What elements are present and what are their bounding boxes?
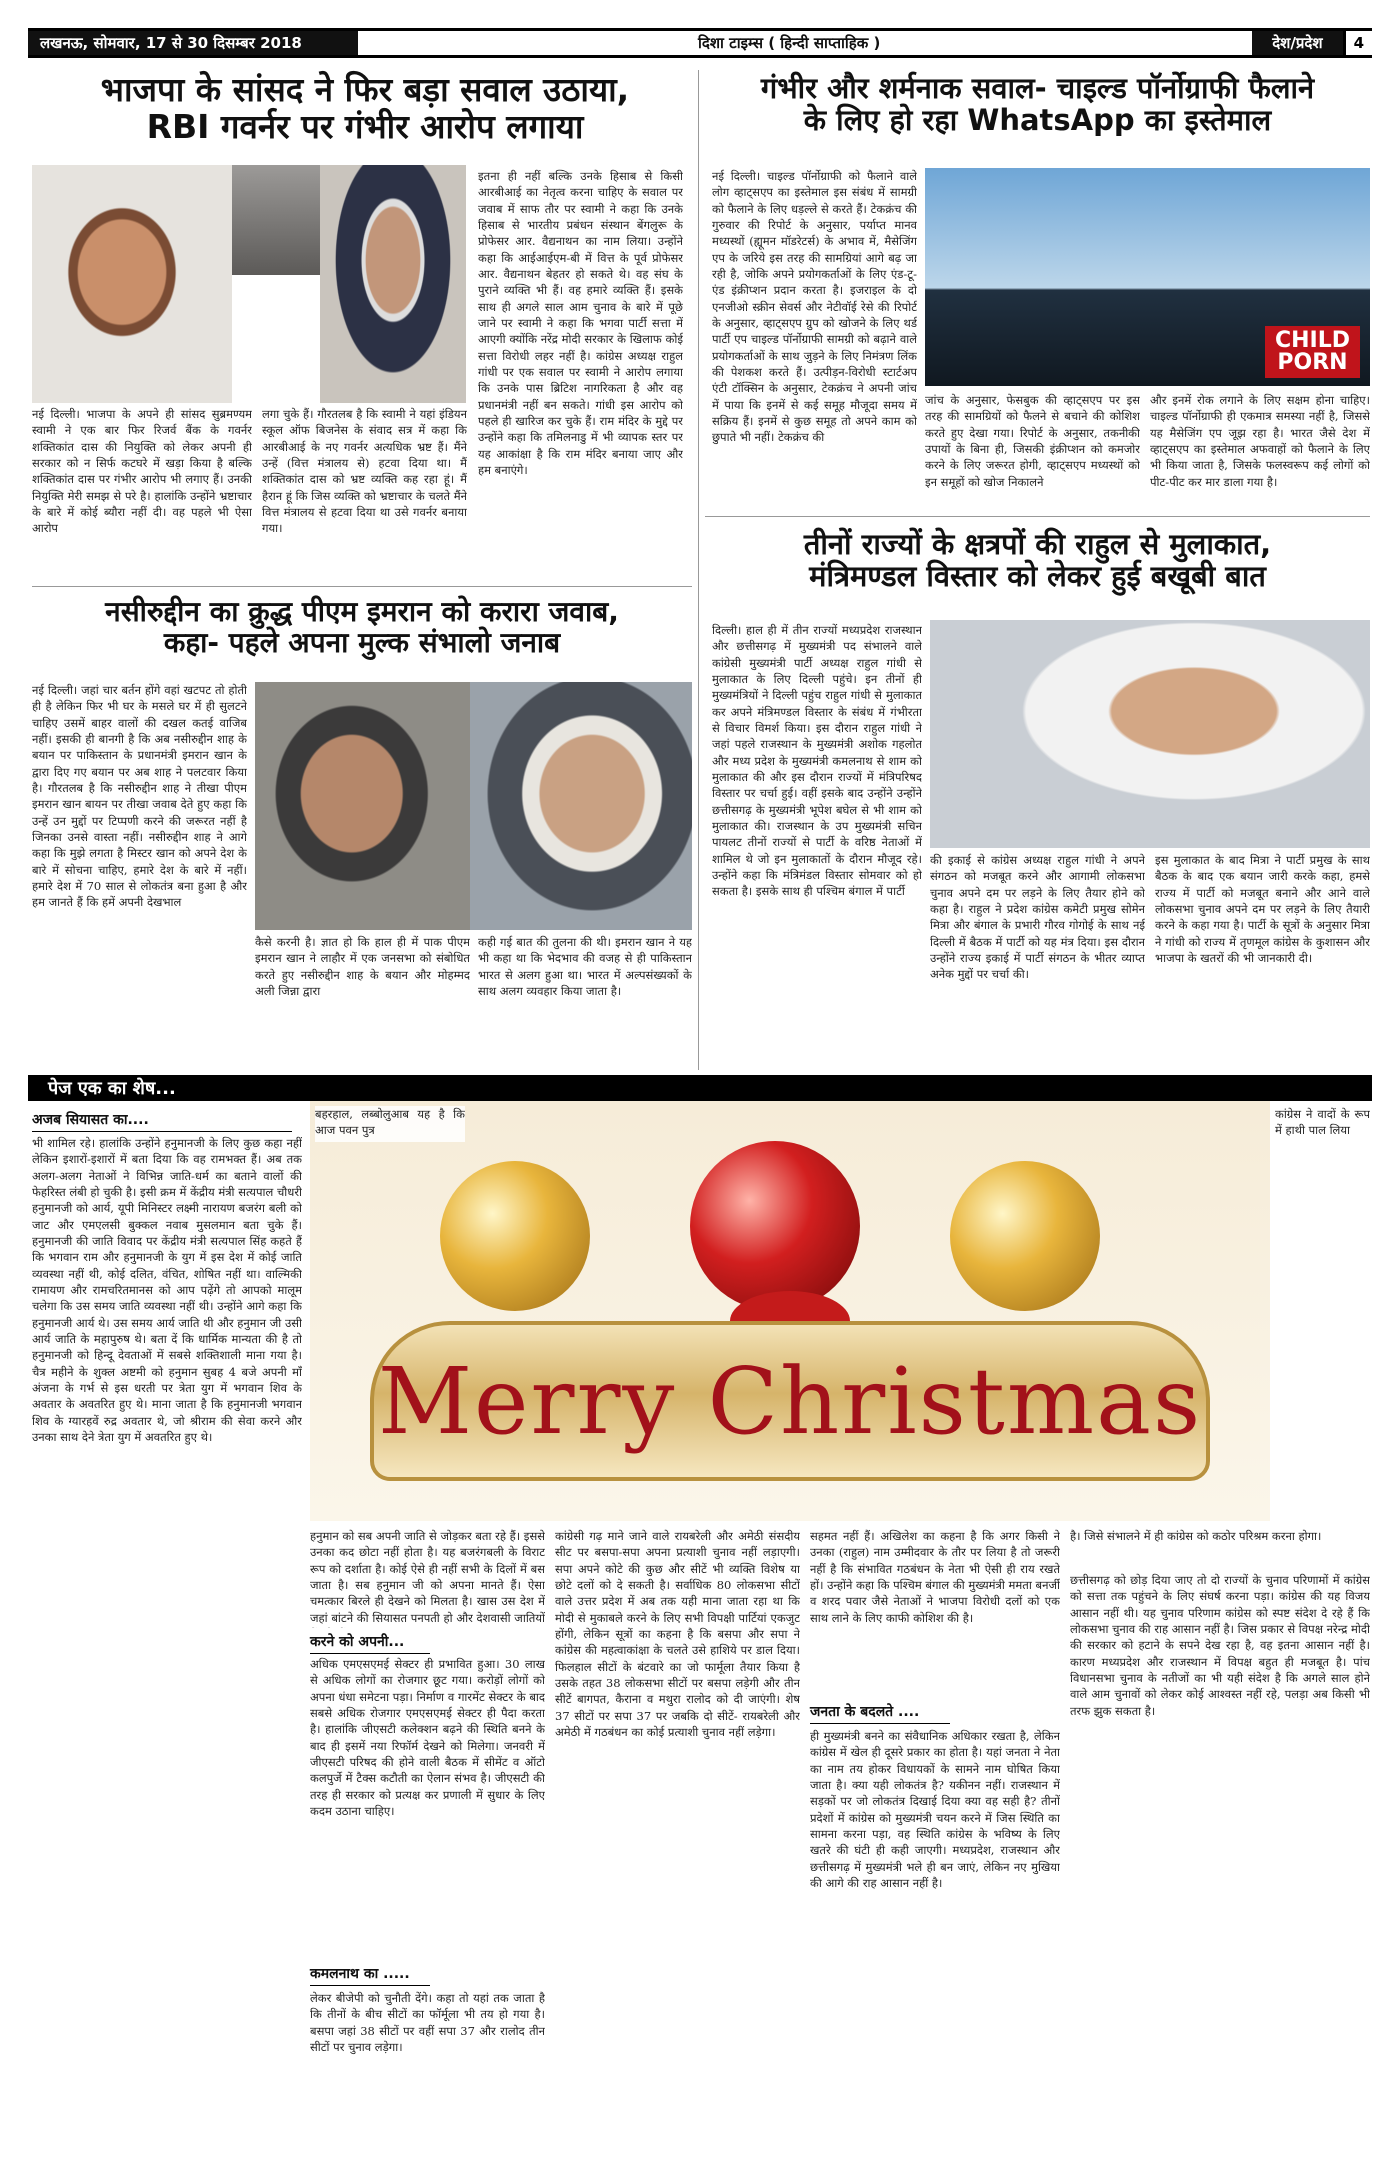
story4-col3: इस मुलाकात के बाद मित्रा ने पार्टी प्रमुख के साथ बैठक के बाद एक बयान जारी करके कहा, हमसे राज्य में पार्टी को मजबूत बनाने और आने वाले लोकसभा चुनाव अपने दम पर लड़ने के लिए तैयारी करने के कहा गया है। पार्टी के सूत्रों के अनुसार मित्रा ने गांधी को राज्य में तृणमूल कांग्रेस के कुशासन और भाजपा के खतरों की भी जानकारी दी। [1155, 853, 1370, 965]
naseeruddin-photo [470, 682, 692, 930]
continued-col-e-top-fragment: कांग्रेस ने वादों के रूप में हाथी पाल लिया [1275, 1107, 1370, 1138]
story4-col1: दिल्ली। हाल ही में तीन राज्यों मध्यप्रदेश राजस्थान और छत्तीसगढ़ में मुख्यमंत्री पद संभालने वाले कांग्रेसी मुख्यमंत्री पार्टी अध्यक्ष राहुल गांधी से मुलाकात के लिए दिल्ली पहुंचे। इन तीनों ही मुख्यमंत्रियों ने दिल्ली पहुंच राहुल गांधी से मुलाकात कर अपने मंत्रिमण्डल विस्तार के संबंध में गंभीरता से विचार विमर्श किया। इस दौरान राहुल गांधी ने जहां पहले राजस्थान के मुख्यमंत्री अशोक गहलोत और मध्य प्रदेश के मुख्यमंत्री कमलनाथ से शाम को मुलाकात की और इस दौरान राज्यों में मंत्रिपरिषद विस्तार पर चर्चा हुई। वहीं इसके बाद उन्होंने उन्होंने छत्तीसगढ़ के मुख्यमंत्री भूपेश बघेल से भी शाम को मुलाकात की। राजस्थान के उप मुख्यमंत्री सचिन पायलट तीनों राज्यों से पार्टी के वरिष्ठ नेताओं में शामिल थे जो इन मुलाकातों के दौरान मौजूद रहे। उन्होंने कहा कि मंत्रिमंडल विस्तार सोमवार को हो सकता है। इसके साथ ही पश्चिम बंगाल में पार्टी [712, 623, 922, 899]
continued-heading-4: जनता के बदलते .... [810, 1702, 950, 1724]
swamy-photo [32, 165, 232, 403]
continued-col-a-top: बहरहाल, लब्बोलुआब यह है कि आज पवन पुत्र [315, 1106, 465, 1142]
story-divider [705, 516, 1370, 517]
issue-date: लखनऊ, सोमवार, 17 से 30 दिसम्बर 2018 [28, 31, 358, 55]
continued-band: पेज एक का शेष... [28, 1075, 1372, 1101]
story3-col3: कही गई बात की तुलना की थी। इमरान खान ने यह भी कहा था कि भेदभाव की वजह से ही पाकिस्तान भारत से अलग हुआ था। भारत में अल्पसंख्यकों के साथ अलग व्यवहार किया जाता है। [478, 935, 692, 998]
continued-col-a: भी शामिल रहे। हालांकि उन्होंने हनुमानजी के लिए कुछ कहा नहीं लेकिन इशारों-इशारों में बता दिया कि वह रामभक्त हैं। अब तक अलग-अलग नेताओं ने विभिन्न जाति-धर्म का बताने वालों की फेहरिस्त लंबी हो चुकी है। इसी क्रम में केंद्रीय मंत्री सत्यपाल चौधरी हनुमानजी को आर्य, यूपी मिनिस्टर लक्ष्मी नारायण बजरंग बली को जाट और एमएलसी बुक्कल नवाब मुसलमान बता चुके हैं। हनुमानजी की जाति विवाद पर केंद्रीय मंत्री सत्यपाल सिंह कहते हैं कि भगवान राम और हनुमानजी के युग में इस देश में कोई जाति व्यवस्था नहीं थी, कोई दलित, वंचित, शोषित नहीं था। वाल्मिकी रामायण और रामचरितमानस को आप पढ़ेंगे तो आपको मालूम चलेगा कि उस समय जाति व्यवस्था नहीं थी। उन्होंने आगे कहा कि हनुमानजी आर्य थे। उस समय आर्य जाति थी और हनुमान जी उसी आर्य जाति के महापुरुष थे। बता दें कि धार्मिक मान्यता की है तो हनुमानजी को हिन्दू देवताओं में सबसे शक्तिशाली माना गया है। चैत्र महीने के शुक्ल अष्टमी को हनुमान सुबह 4 बजे अपनी माँ अंजना के गर्भ से इस धरती पर त्रेता युग में भगवान शिव के अवतार के अवतरित हुए थे। माना जाता है कि हनुमानजी भगवान शिव के ग्यारहवें रुद्र अवतार थे, जो श्रीराम की सेवा करने और उनका साथ देने त्रेता युग में अवतरित हुए थे। [32, 1136, 302, 1444]
story1-headline: भाजपा के सांसद ने फिर बड़ा सवाल उठाया, RBI गवर्नर पर गंभीर आरोप लगाया [100, 70, 630, 146]
continued-heading-3: कमलनाथ का ..... [310, 1964, 430, 1986]
continued-col-b3: लेकर बीजेपी को चुनौती देंगे। कहा तो यहां तक जाता है कि तीनों के बीच सीटों का फॉर्मूला भी तय हो गया है। बसपा जहां 38 सीटों पर वहीं सपा 37 और रालोद तीन सीटों पर चुनाव लड़ेगा। [310, 1991, 545, 2054]
greeting-text: Merry Christmas [377, 1347, 1203, 1455]
modi-inset-photo [232, 165, 324, 275]
story2-headline: गंभीर और शर्मनाक सवाल- चाइल्ड पॉर्नोग्राफी फैलाने के लिए हो रहा WhatsApp का इस्तेमाल [760, 71, 1315, 138]
story3-col2: कैसे करनी है। ज्ञात हो कि हाल ही में पाक पीएम इमरान खान ने लाहौर में एक जनसभा को संबोधित करते हुए नसीरुद्दीन शाह के बयान और मोहम्मद अली जिन्ना द्वारा [255, 935, 470, 998]
continued-col-e-top: है। जिसे संभालने में ही कांग्रेस को कठोर परिश्रम करना होगा। [1070, 1529, 1322, 1543]
masthead-bar [28, 28, 1372, 58]
christmas-banner [310, 1101, 1270, 1521]
story2-col3: और इनमें रोक लगाने के लिए सक्षम होना चाहिए। चाइल्ड पॉर्नोग्राफी ही एकमात्र समस्या नहीं है, जिससे यह मैसेजिंग एप जूझ रहा है। भारत जैसे देश में व्हाट्सएप का इस्तेमाल अफवाहों को फैलाने के लिए भी किया जाता है, जिसके फलस्वरूप कई लोगों को पीट-पीट कर मार डाला गया है। [1150, 393, 1370, 489]
column-rule [698, 70, 699, 1070]
story1-col3: इतना ही नहीं बल्कि उनके हिसाब से किसी आरबीआई का नेतृत्व करना चाहिए के सवाल पर जवाब में साफ तौर पर स्वामी ने कहा कि उनके हिसाब से भारतीय प्रबंधन संस्थान बेंगलुरू के प्रोफेसर आर. वैद्यनाथन का नाम लिया। उन्होंने कहा कि आईआईएम-बी में वित्त के पूर्व प्रोफेसर आर. वैद्यनाथन बेहतर हो सकते थे। वह संघ के पुराने व्यक्ति भी हैं। वह हमारे व्यक्ति हैं। इसके साथ ही अगले साल आम चुनाव के बारे में पूछे जाने पर स्वामी ने कहा कि भगवा पार्टी सत्ता में आएगी क्योंकि नरेंद्र मोदी सरकार के खिलाफ कोई सत्ता विरोधी लहर नहीं है। कांग्रेस अध्यक्ष राहुल गांधी पर एक सवाल पर स्वामी ने आरोप लगाया कि उनके पास ब्रिटिश नागरिकता है और वह प्रधानमंत्री नहीं बन सकते। गांधी इस आरोप को पहले ही खारिज कर चुके हैं। राम मंदिर के मुद्दे पर उन्होंने कहा कि तमिलनाडु में भी व्यापक स्तर पर यह आकांक्षा है कि राम मंदिर बनाया जाए और हम बनाएंगे। [478, 169, 683, 477]
continued-col-c: कांग्रेसी गढ़ माने जाने वाले रायबरेली और अमेठी संसदीय सीट पर बसपा-सपा अपना प्रत्याशी चुनाव नहीं लड़ाएगी। सपा अपने कोटे की कुछ और सीटें भी व्यक्ति विशेष या छोटे दलों को दे सकती है। सर्वाधिक 80 लोकसभा सीटों वाले उत्तर प्रदेश में अब तक यही माना जाता रहा था कि मोदी से मुकाबले करने के लिए सभी विपक्षी पार्टियां एकजुट होंगी, लेकिन सूत्रों का कहना है कि बसपा और सपा ने कांग्रेस की महत्वाकांक्षा के चलते उसे हाशिये पर डाल दिया। फिलहाल सीटों के बंटवारे का जो फार्मूला तैयार किया है उसके तहत 38 लोकसभा सीटों पर बसपा लड़ेगी और तीन सीटें बागपत, कैराना व मथुरा रालोद को दी जाएंगी। शेष 37 सीटों पर सपा 37 पर जबकि दो सीटें- रायबरेली और अमेठी में गठबंधन का कोई प्रत्याशी चुनाव नहीं लड़ेगा। [555, 1529, 800, 1739]
story2-col2: जांच के अनुसार, फेसबुक की व्हाट्सएप पर इस तरह की सामग्रियों को फैलने से बचाने की कोशिश करते हुए देखा गया। रिपोर्ट के अनुसार, तकनीकी उपायों के बिना ही, जिसकी इंक्रीप्शन को कमजोर करने के लिए जरूरत होगी, व्हाट्सएप मध्यस्थों को इन समूहों को खोज निकालने [925, 393, 1140, 489]
continued-col-d: ही मुख्यमंत्री बनने का संवैधानिक अधिकार रखता है, लेकिन कांग्रेस में खेल ही दूसरे प्रकार का होता है। यहां जनता ने नेता का नाम तय होकर विधायकों के सामने नाम घोषित किया जाता है। क्या यही लोकतंत्र है? यकीनन नहीं। राजस्थान में सड़कों पर जो लोकतंत्र दिखाई दिया क्या वह सही है? तीनों प्रदेशों में कांग्रेस को मुख्यमंत्री चयन करने में जिस स्थिति का सामना करना पड़ा, वह स्थिति कांग्रेस के भविष्य के लिए खतरे की घंटी ही कही जाएगी। मध्यप्रदेश, राजस्थान और छत्तीसगढ़ में मुख्यमंत्री भले ही बन जाएं, लेकिन नए मुखिया की आगे की राह आसान नहीं है। [810, 1729, 1060, 1890]
story4-col2: की इकाई से कांग्रेस अध्यक्ष राहुल गांधी ने अपने संगठन को मजबूत करने और आगामी लोकसभा चुनाव अपने दम पर लड़ने के लिए तैयार होने को कहा है। राहुल ने प्रदेश कांग्रेस कमेटी प्रमुख सोमेन मित्रा और बंगाल के प्रभारी गौरव गोगोई के साथ नई दिल्ली में बैठक में पार्टी को यह मंत्र दिया। इस दौरान उन्होंने राज्य इकाई में पार्टी संगठन के भीतर व्याप्त अनेक मुद्दों पर चर्चा की। [930, 853, 1145, 982]
imran-photo [255, 682, 470, 930]
continued-heading-1: अजब सियासत का.... [32, 1110, 292, 1132]
page-number: 4 [1343, 31, 1372, 55]
ornament-red-center [690, 1141, 860, 1311]
child-porn-badge: CHILD PORN [1265, 326, 1360, 378]
story3-col1: नई दिल्ली। जहां चार बर्तन होंगे वहां खटपट तो होती ही है लेकिन फिर भी घर के मसले घर में ही सुलटने चाहिए उसमें बाहर वालों की दखल कतई वाजिब नहीं। इसकी ही बानगी है कि अब नसीरुद्दीन शाह के बयान पर पाकिस्तान के प्रधानमंत्री इमरान खान के द्वारा दिए गए बयान पर अब शाह ने पलटवार किया है। गौरतलब है कि नसीरुद्दीन शाह ने तीखा पीएम इमरान खान बायन पर तीखा जवाब देते हुए कहा कि उन्हें उन मुद्दों पर टिप्पणी करने की जरूरत नहीं है जिनका उनसे वास्ता नहीं। नसीरुद्दीन शाह ने आगे कहा कि मुझे लगता है मिस्टर खान को अपने देश के बारे में सोचना चाहिए, हमारे देश के बारे में नहीं। हमारे देश में 70 साल से लोकतंत्र बना हुआ है और हम जानते हैं कि हमें अपनी देखभाल [32, 683, 247, 910]
story-divider [32, 586, 692, 587]
story1-col2: लगा चुके हैं। गौरतलब है कि स्वामी ने यहां इंडियन स्कूल ऑफ बिजनेस के संवाद सत्र में कहा कि आरबीआई के नए गवर्नर अत्यधिक भ्रष्ट हैं। मैंने उन्हें (वित्त मंत्रालय से) हटवा दिया था। मैं शक्तिकांत दास को भ्रष्ट व्यक्ति कह रहा हूं। मैं हैरान हूं कि जिस व्यक्ति को भ्रष्टाचार के चलते मैंने वित्त मंत्रालय से हटवा दिया था उसे गवर्नर बनाया गया। [262, 407, 467, 536]
story2-col1: नई दिल्ली। चाइल्ड पॉर्नोग्राफी को फैलाने वाले लोग व्हाट्सएप का इस्तेमाल इस संबंध में सामग्री को फैलाने के लिए धड़ल्ले से करते हैं। टेकक्रंच की गुरुवार की रिपोर्ट के अनुसार, पर्याप्त मानव मध्यस्थों (ह्यूमन मॉडरेटर्स) के अभाव में, मैसेजिंग एप के जरिये इस तरह की सामग्रियां आगे बढ़ जा रही है, जोकि अपने प्रयोगकर्ताओं के लिए एंड-टू-एंड इंक्रीप्शन प्रदान करता है। इजराइल के दो एनजीओ स्क्रीन सेवर्स और नेटीवॉई रेसे की रिपोर्ट के अनुसार, व्हाट्सएप ग्रुप को खोजने के लिए थर्ड पार्टी एप चाइल्ड पॉर्नोग्राफी सामग्री को बढ़ाने वाले प्रयोगकर्ताओं के साथ जुड़ने के लिए निमंत्रण लिंक की पेशकश करते हैं। उत्पीड़न-विरोधी स्टार्टअप एंटी टॉक्सिन के अनुसार, टेकक्रंच ने अपनी जांच में पाया कि इनमें से कई समूह मौजूदा समय में सक्रिय हैं। इनमें से कुछ समूह तो अपने काम को छुपाते भी नहीं। टेकक्रंच की [712, 169, 917, 445]
story3-headline: नसीरुद्दीन का क्रुद्ध पीएम इमरान को करारा जवाब, कहा- पहले अपना मुल्क संभालो जनाब [105, 595, 619, 660]
continued-col-b2: अधिक एमएसएमई सेक्टर ही प्रभावित हुआ। 30 लाख से अधिक लोगों का रोजगार छूट गया। करोड़ों लोगों को अपना धंधा समेटना पड़ा। निर्माण व गारमेंट सेक्टर के बाद सबसे अधिक रोजगार एमएसएमई सेक्टर ही पैदा करता है। हालांकि जीएसटी कलेक्शन बढ़ने की स्थिति बनने के बाद ही इसमें नया रिफॉर्म देखने को मिलेगा। जनवरी में जीएसटी परिषद की होने वाली बैठक में सीमेंट व ऑटो कलपुर्जे में टैक्स कटौती का ऐलान संभव है। जीएसटी की तरह ही सरकार को प्रत्यक्ष कर प्रणाली में सुधार के लिए कदम उठाना चाहिए। [310, 1657, 545, 1818]
ornament-gold-right [950, 1161, 1100, 1311]
continued-col-d-top: सहमत नहीं हैं। अखिलेश का कहना है कि अगर किसी ने उनका (राहुल) नाम उम्मीदवार के तौर पर लिया है तो जरूरी नहीं है कि संभावित गठबंधन के नेता भी ऐसी ही राय रखते हों। उन्होंने कहा कि पश्चिम बंगाल की मुख्यमंत्री ममता बनर्जी व शरद पवार जैसे नेताओं ने भाजपा विरोधी दलों को एक साथ लाने के लिए काफी कोशिश की है। [810, 1529, 1060, 1625]
greeting-ribbon [370, 1321, 1210, 1481]
section-label: देश/प्रदेश [1252, 31, 1342, 55]
ornament-gold-left [440, 1161, 590, 1311]
continued-col-e: छत्तीसगढ़ को छोड़ दिया जाए तो दो राज्यों के चुनाव परिणामों में कांग्रेस को सत्ता तक पहुंचने के लिए संघर्ष करना पड़ा। कांग्रेस की यह विजय आसान नहीं थी। यह चुनाव परिणाम कांग्रेस को स्पष्ट संदेश दे रहे हैं कि लोकसभा चुनाव की राह आसान नहीं है। जिस प्रकार से विपक्ष नरेन्द्र मोदी की सरकार को हटाने के सपने देख रहा है, वह इतना आसान नहीं है। कारण मध्यप्रदेश और राजस्थान में विपक्ष बहुत ही मजबूत है। पांच विधानसभा चुनाव के नतीजों का भी यही संदेश है कि अगले साल होने वाले आम चुनावों को लेकर कोई आश्वस्त नहीं रहे, पलड़ा अब किसी भी तरफ झुक सकता है। [1070, 1573, 1370, 1718]
continued-heading-2: करने को अपनी... [310, 1632, 430, 1654]
paper-name: दिशा टाइम्स ( हिन्दी साप्ताहिक ) [698, 34, 881, 52]
rahul-photo [930, 620, 1370, 848]
story4-headline: तीनों राज्यों के क्षत्रपों की राहुल से मुलाकात, मंत्रिमण्डल विस्तार को लेकर हुई बखूबी बात [803, 527, 1272, 594]
whatsapp-photo [925, 168, 1370, 386]
continued-col-b: हनुमान को सब अपनी जाति से जोड़कर बता रहे हैं। इससे उनका कद छोटा नहीं होता है। यह बजरंगबली के विराट रूप को दर्शाता है। कोई ऐसे ही नहीं सभी के दिलों में बस जाता है। सब हनुमान जी को अपना मानते हैं। ऐसा चमत्कार बिरले ही देखने को मिलता है। खास उस देश में जहां बांटने की सियासत पनपती हो और देशवासी जातियों [310, 1529, 545, 1625]
story1-col1: नई दिल्ली। भाजपा के अपने ही सांसद सुब्रमण्यम स्वामी ने एक बार फिर रिजर्व बैंक के गवर्नर शक्तिकांत दास की नियुक्ति को लेकर अपनी ही सरकार को न सिर्फ कटघरे में खड़ा किया है बल्कि शक्तिकांत दास पर गंभीर आरोप भी लगाए हैं। उनकी नियुक्ति मेरी समझ से परे है। हालांकि उन्होंने भ्रष्टाचार के बारे में कोई ब्यौरा नहीं दी। वह पहले भी ऐसा आरोप [32, 407, 252, 536]
das-photo [320, 165, 466, 403]
